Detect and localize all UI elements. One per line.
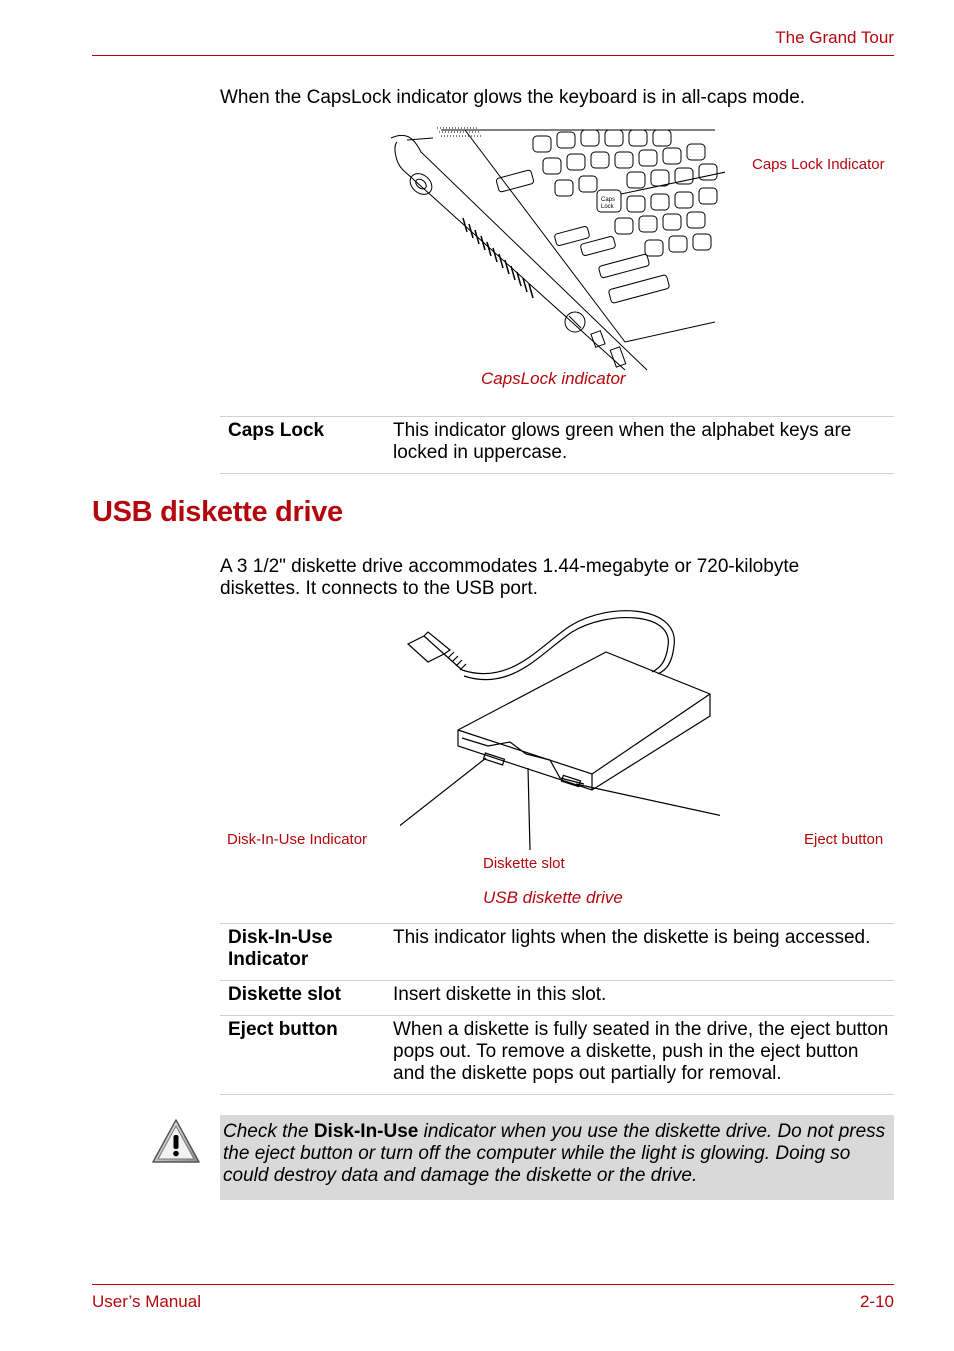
- table-description: This indicator lights when the diskette is being accessed.: [393, 927, 871, 948]
- figure1-caption: CapsLock indicator: [481, 369, 626, 388]
- footer-manual-name: User’s Manual: [92, 1292, 201, 1311]
- caps-key-label-2: Lock: [601, 204, 614, 210]
- footer-rule: [92, 1284, 894, 1285]
- table-description: When a diskette is fully seated in the drive, the eject button pops out. To remove a diskette, push in the eject button and the diskette pops out partially for removal.: [393, 1019, 889, 1084]
- warning-icon: [150, 1116, 202, 1168]
- table-description: This indicator glows green when the alphabet keys are locked in uppercase.: [393, 420, 852, 463]
- caution-text-after: indicator when you use the diskette drive. Do not press the eject button or turn off the computer while the light is glowing. Doing so could destroy data and damage the diskette or the drive.: [223, 1121, 886, 1186]
- diskette-table: [220, 923, 894, 1095]
- caps-lock-indicator-callout: Caps Lock Indicator: [752, 156, 885, 173]
- capslock-table: [220, 416, 894, 474]
- capslock-illustration: [385, 122, 725, 374]
- table-description: Insert diskette in this slot.: [393, 984, 607, 1005]
- caution-text-before: Check the: [223, 1121, 314, 1142]
- diskette-slot-callout: Diskette slot: [483, 855, 565, 872]
- table-row: [220, 417, 894, 474]
- caution-note: [220, 1115, 894, 1200]
- caution-bold-term: Disk-In-Use: [313, 1121, 419, 1142]
- table-term: Diskette slot: [228, 984, 341, 1005]
- table-row: [220, 924, 894, 981]
- disk-in-use-callout: Disk-In-Use Indicator: [227, 831, 368, 848]
- section-heading: USB diskette drive: [92, 496, 343, 528]
- figure2-caption: USB diskette drive: [483, 888, 623, 907]
- eject-button-callout: Eject button: [804, 831, 884, 848]
- caps-key-label-1: Caps: [601, 197, 616, 203]
- running-header: The Grand Tour: [775, 28, 894, 47]
- footer-page-number: 2-10: [859, 1292, 894, 1311]
- intro-paragraph: When the CapsLock indicator glows the keyboard is in all-caps mode.: [220, 87, 806, 108]
- section-paragraph: A 3 1/2" diskette drive accommodates 1.44-megabyte or 720-kilobyte diskettes. It connects to the USB port.: [220, 556, 800, 599]
- usb-diskette-drive-illustration: [400, 606, 720, 852]
- table-term: Eject button: [228, 1019, 338, 1040]
- header-rule: [92, 55, 894, 56]
- table-row: [220, 1016, 894, 1095]
- table-row: [220, 981, 894, 1016]
- table-term: Disk-In-Use Indicator: [228, 927, 333, 970]
- table-term: Caps Lock: [228, 420, 325, 441]
